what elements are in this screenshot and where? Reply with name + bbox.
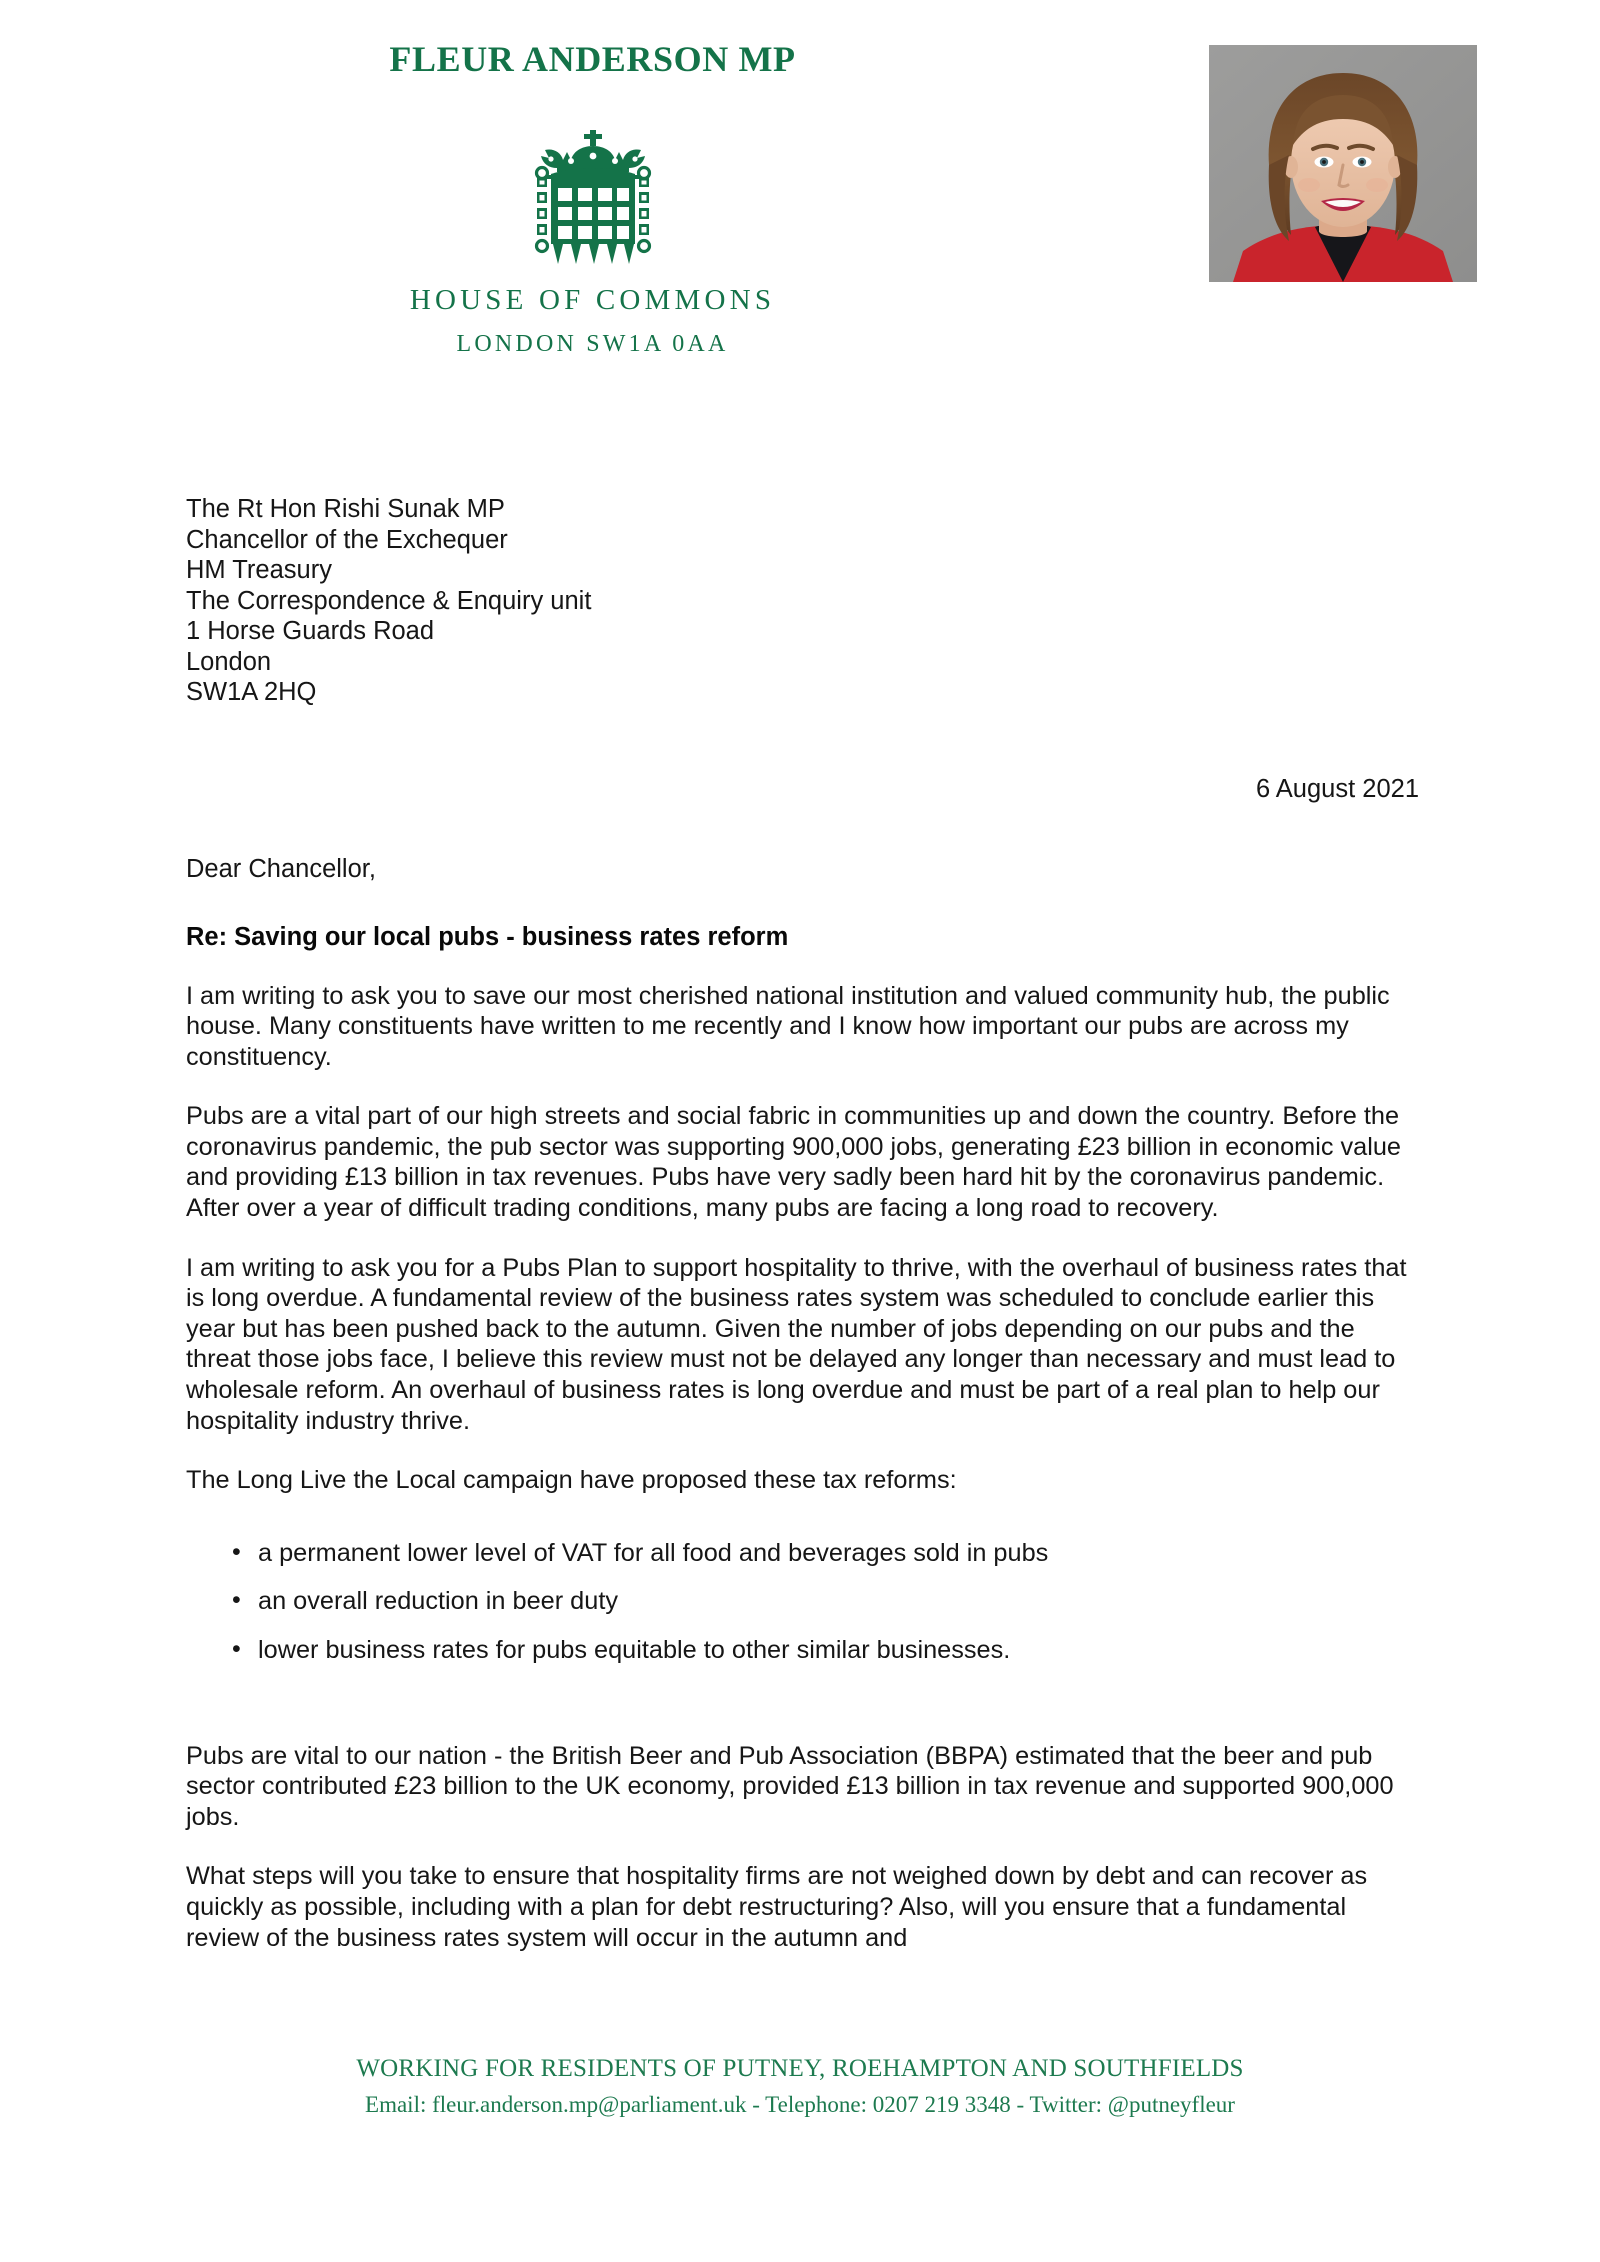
list-item: [232, 1635, 1421, 1666]
recipient-line-4: The Correspondence & Enquiry unit: [186, 586, 592, 615]
list-item-label: an overall reduction in beer duty: [258, 1587, 618, 1616]
list-item-label: lower business rates for pubs equitable to other similar businesses.: [258, 1636, 1011, 1664]
salutation: Dear Chancellor,: [186, 854, 376, 883]
subject-line: Re: Saving our local pubs - business rates reform: [186, 922, 789, 951]
tax-reforms-list: [186, 1538, 1421, 1666]
recipient-line-1: The Rt Hon Rishi Sunak MP: [186, 495, 505, 523]
portcullis-logo-wrapper: [0, 128, 1185, 276]
list-spacer: [186, 1684, 1421, 1712]
paragraph-2: Pubs are a vital part of our high streets and social fabric in communities up and down the country. Before the coronavirus pandemic, the pub sector was supporting 900,000 jobs, generating £23 billion in economic value and providing £13 billion in tax revenues. Pubs have very sadly been hard hit by the coronavirus pandemic. After over a year of difficult trading conditions, many pubs are facing a long road to recovery.: [186, 1102, 1402, 1223]
letterhead-address: LONDON SW1A 0AA: [456, 331, 729, 357]
letterhead-organisation: HOUSE OF COMMONS: [409, 284, 776, 316]
recipient-line-3: HM Treasury: [186, 556, 332, 584]
paragraph-3: I am writing to ask you for a Pubs Plan to support hospitality to thrive, with the overhaul of business rates that is long overdue. A fundamental review of the business rates system was scheduled to conclude earlier this year but has been pushed back to the autumn. Given the number of jobs depending on our pubs and the threat those jobs face, I believe this review must not be delayed any longer than necessary and must lead to wholesale reform. An overhaul of business rates is long overdue and must be part of a real plan to help our hospitality industry thrive.: [186, 1253, 1407, 1435]
recipient-address-block: [186, 494, 1421, 708]
letter-date: 6 August 2021: [1255, 774, 1419, 803]
footer-strapline: WORKING FOR RESIDENTS OF PUTNEY, ROEHAMPTON AND SOUTHFIELDS: [356, 2055, 1244, 2082]
list-item: [232, 1537, 1421, 1569]
list-item-label: a permanent lower level of VAT for all food and beverages sold in pubs: [258, 1538, 1049, 1567]
paragraph-1: I am writing to ask you to save our most cherished national institution and valued community hub, the public house. Many constituents have written to me recently and I know how important our pubs are across my constituency.: [186, 981, 1390, 1071]
recipient-line-2: Chancellor of the Exchequer: [186, 525, 508, 554]
recipient-line-5: 1 Horse Guards Road: [186, 617, 435, 645]
page-title: FLEUR ANDERSON MP: [389, 39, 796, 79]
portcullis-crowned-icon: [493, 128, 693, 276]
portrait-illustration: [1209, 45, 1477, 282]
letter-body: [186, 400, 1421, 1953]
recipient-line-6: London: [186, 647, 272, 676]
list-intro: The Long Live the Local campaign have proposed these tax reforms:: [186, 1466, 957, 1495]
letter-footer: [0, 2055, 1600, 2118]
mp-portrait-photo: [1209, 45, 1477, 282]
paragraph-5: What steps will you take to ensure that hospitality firms are not weighed down by debt and can recover as quickly as possible, including with a plan for debt restructuring? Also, will you ensure that a fundamental review of the business rates system will occur in the autumn and: [186, 1862, 1368, 1952]
paragraph-4: Pubs are vital to our nation - the British Beer and Pub Association (BBPA) estimated that the beer and pub sector contributed £23 billion to the UK economy, provided £13 billion in tax revenue and supported 900,000 jobs.: [186, 1741, 1394, 1831]
bullet-icon: •: [232, 1537, 241, 1566]
list-item: [232, 1586, 1421, 1617]
footer-contact-details: Email: fleur.anderson.mp@parliament.uk - Telephone: 0207 219 3348 - Twitter: @putneyfleur: [365, 2092, 1235, 2117]
bullet-icon: •: [232, 1586, 241, 1615]
recipient-line-7: SW1A 2HQ: [186, 678, 317, 706]
bullet-icon: •: [232, 1635, 241, 1663]
